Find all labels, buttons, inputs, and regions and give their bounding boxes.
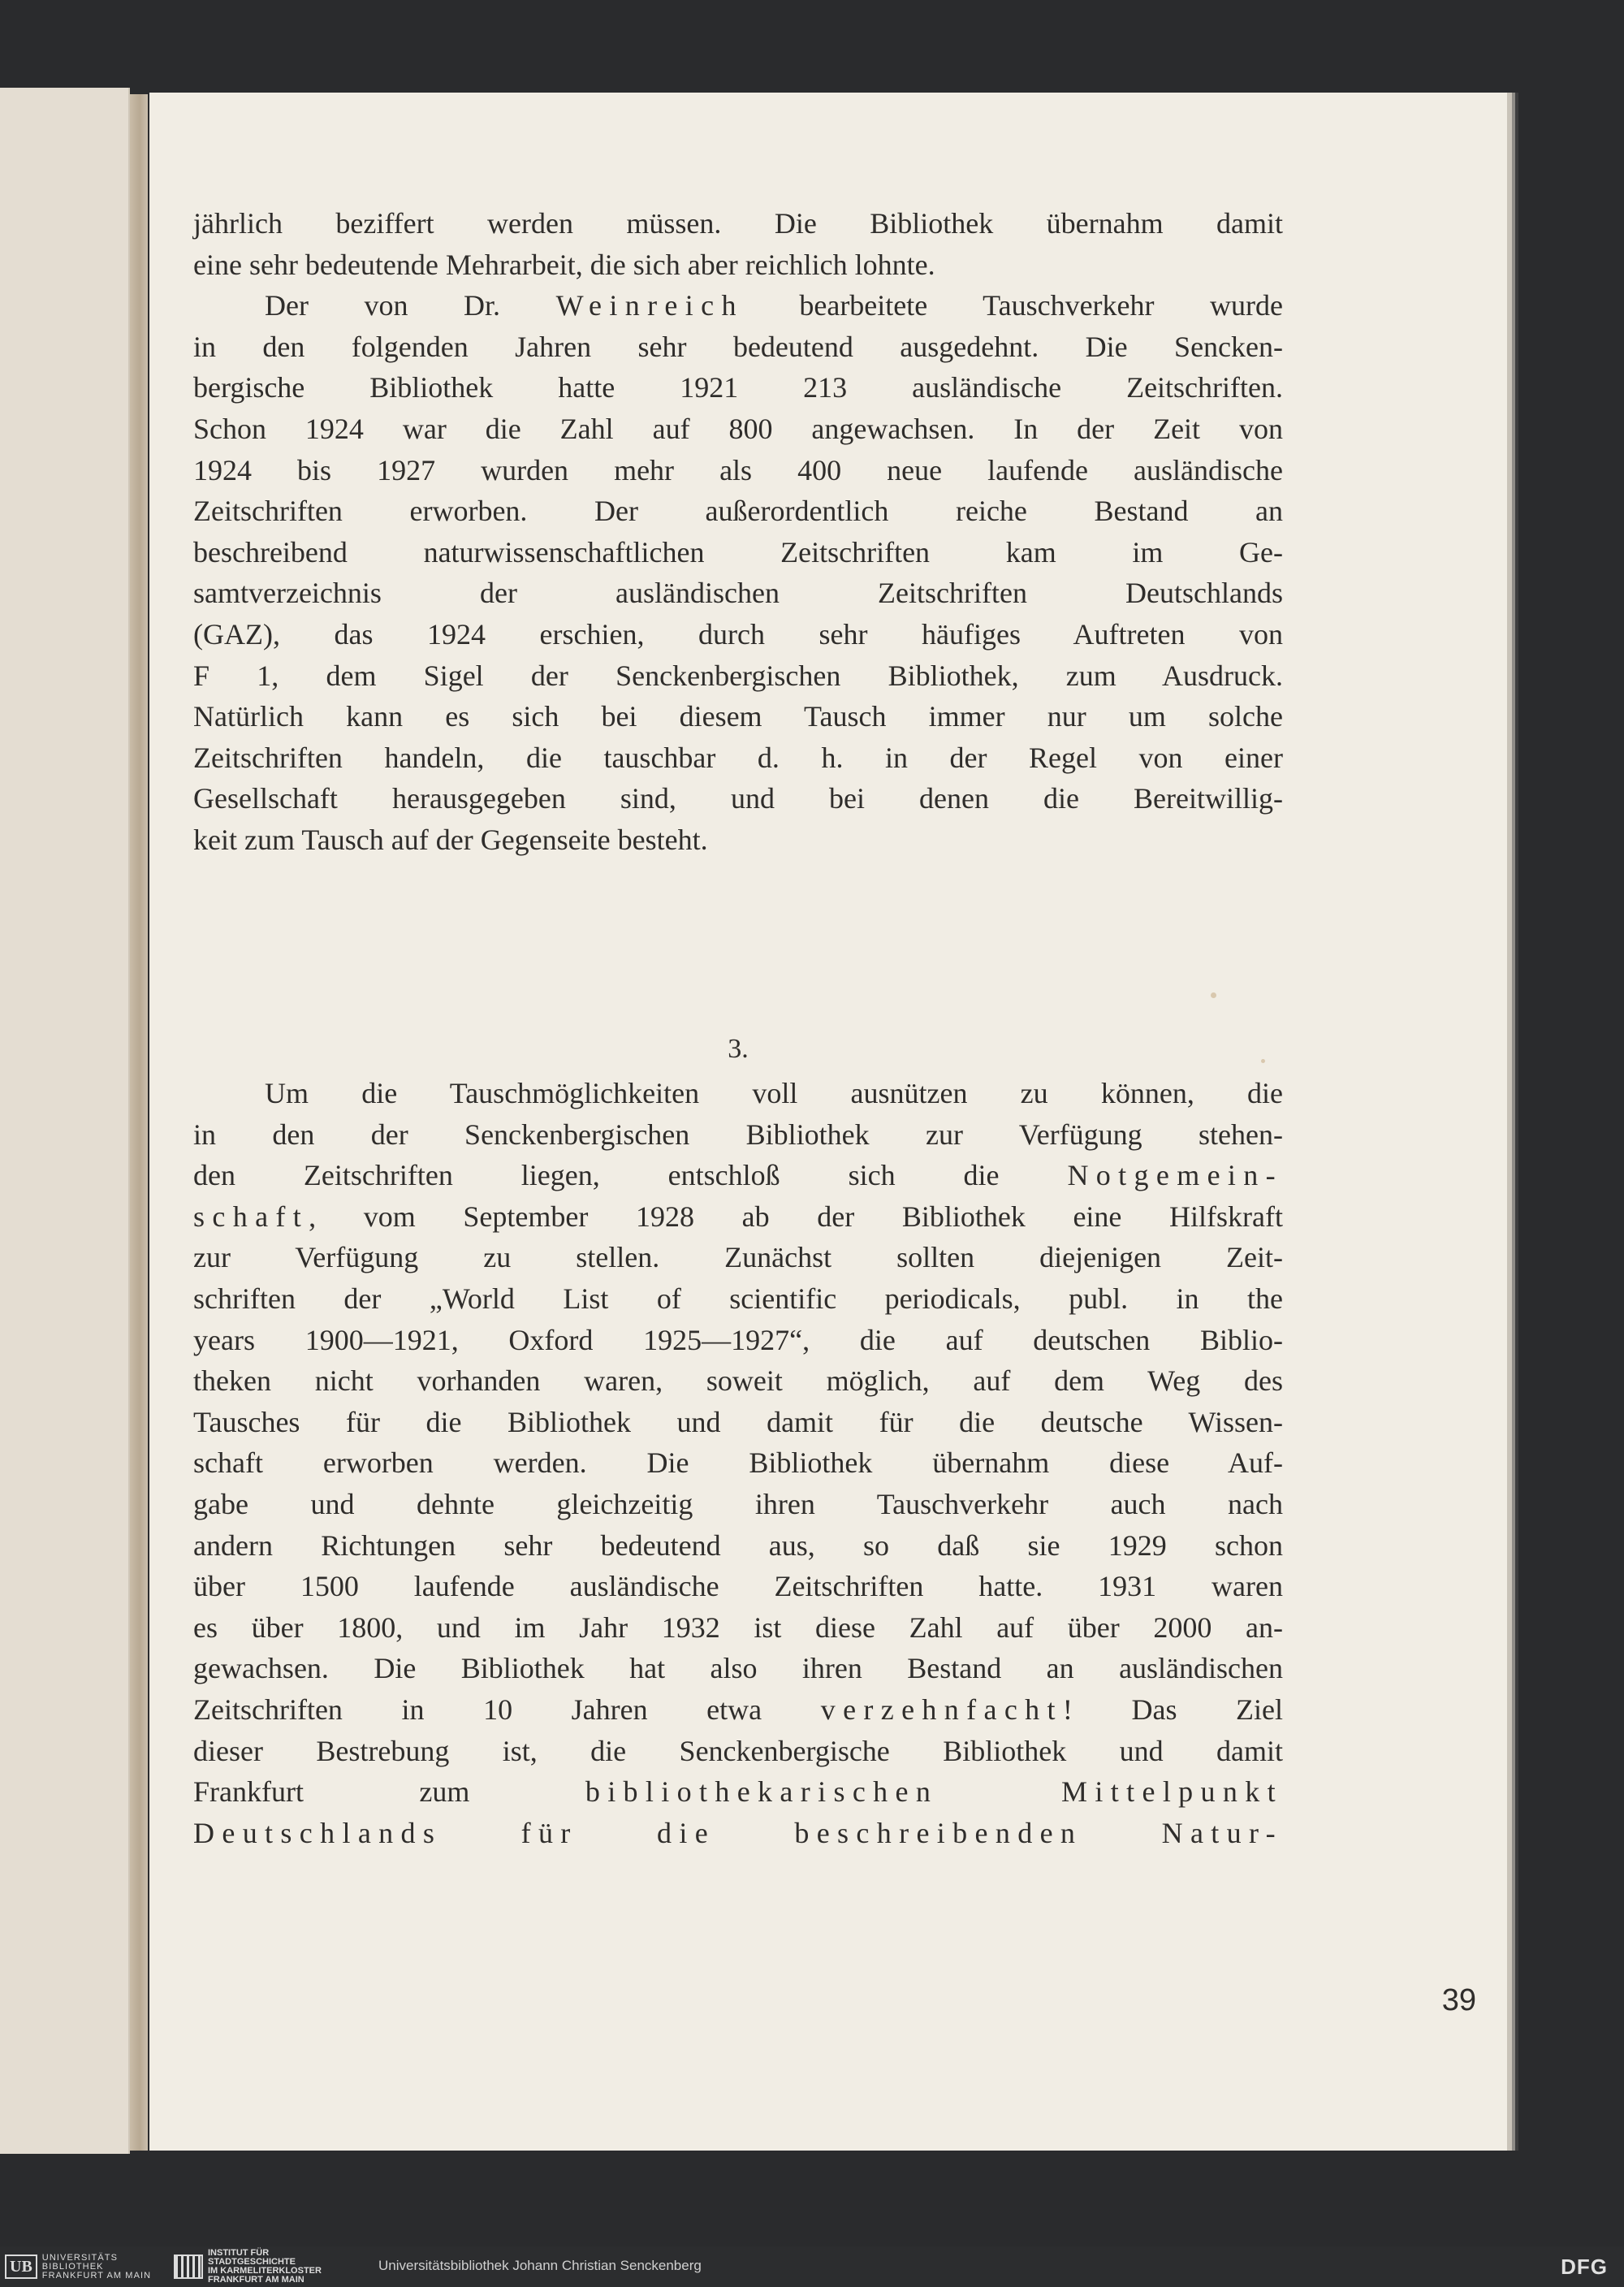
- page-number: 39: [1441, 1983, 1476, 2017]
- text-line: eine sehr bedeutende Mehrarbeit, die sich aber reichlich lohnte.: [193, 248, 935, 281]
- text-line: jährlich beziffert werden müssen. Die Bibliothek übernahm damit: [193, 207, 1283, 240]
- text-line: 1924 bis 1927 wurden mehr als 400 neue laufende ausländische: [193, 453, 1283, 486]
- institute-logo-line: INSTITUT FÜR: [208, 2248, 270, 2258]
- text-line: [193, 1196, 1283, 1238]
- text-line: schaft erworben werden. Die Bibliothek übernahm diese Auf-: [193, 1446, 1283, 1480]
- section-number: 3.: [728, 1034, 749, 1064]
- institute-logo-text: [208, 2249, 322, 2285]
- text-run: Frankfurt zum: [193, 1775, 585, 1809]
- previous-page-edge: [0, 88, 130, 2154]
- text-line: samtverzeichnis der ausländischen Zeitschriften Deutschlands: [193, 577, 1283, 610]
- ub-logo-mark: UB: [5, 2255, 37, 2279]
- spaced-name: Weinreich: [555, 289, 744, 322]
- text-line: schriften der „World List of scientific periodicals, publ. in the: [193, 1282, 1283, 1315]
- text-line: über 1500 laufende ausländische Zeitschriften hatte. 1931 waren: [193, 1570, 1283, 1603]
- paper-speck: [1211, 992, 1216, 998]
- text-line: [193, 1771, 1283, 1813]
- viewer-footer: [0, 2246, 1624, 2287]
- text-line: Natürlich kann es sich bei diesem Tausch immer nur um solche: [193, 700, 1283, 733]
- text-line: zur Verfügung zu stellen. Zunächst sollten diejenigen Zeit-: [193, 1241, 1283, 1274]
- text-run: bearbeitete Tauschverkehr wurde: [743, 289, 1283, 322]
- text-line: andern Richtungen sehr bedeutend aus, so daß sie 1929 schon: [193, 1528, 1283, 1562]
- text-line: in den folgenden Jahren sehr bedeutend ausgedehnt. Die Sencken-: [193, 330, 1283, 363]
- text-block-top: [193, 203, 1283, 861]
- text-line: gabe und dehnte gleichzeitig ihren Tauschverkehr auch nach: [193, 1487, 1283, 1520]
- spaced-phrase: bibliothekarischen Mittelpunkt: [585, 1775, 1283, 1809]
- text-run: den Zeitschriften liegen, entschloß sich die: [193, 1159, 1068, 1192]
- dfg-logo[interactable]: DFG: [1561, 2255, 1608, 2279]
- institute-logo-line: STADTGESCHICHTE: [208, 2257, 296, 2267]
- text-line: Deutschlands für die beschreibenden Natur-: [193, 1816, 1283, 1849]
- text-line: in den der Senckenbergischen Bibliothek zur Verfügung stehen-: [193, 1118, 1283, 1151]
- text-line: [193, 285, 1283, 326]
- text-line: beschreibend naturwissenschaftlichen Zeitschriften kam im Ge-: [193, 535, 1283, 569]
- text-line: [193, 1689, 1283, 1731]
- text-line: years 1900—1921, Oxford 1925—1927“, die auf deutschen Biblio-: [193, 1323, 1283, 1356]
- footer-caption[interactable]: Universitätsbibliothek Johann Christian Senckenberg: [378, 2258, 702, 2273]
- spaced-name: Notgemein-: [1067, 1159, 1283, 1192]
- book-spine: [130, 94, 148, 2151]
- text-line: Schon 1924 war die Zahl auf 800 angewachsen. In der Zeit von: [193, 412, 1283, 445]
- text-line: F 1, dem Sigel der Senckenbergischen Bibliothek, zum Ausdruck.: [193, 659, 1283, 692]
- ub-logo-text: [42, 2254, 151, 2281]
- institute-logo-line: IM KARMELITERKLOSTER: [208, 2266, 322, 2276]
- institute-logo[interactable]: [174, 2248, 322, 2285]
- text-line: bergische Bibliothek hatte 1921 213 ausländische Zeitschriften.: [193, 371, 1283, 404]
- text-run: Zeitschriften in 10 Jahren etwa: [193, 1693, 821, 1726]
- text-line: Zeitschriften handeln, die tauschbar d. h. in der Regel von einer: [193, 741, 1283, 774]
- text-block-bottom: [193, 1073, 1283, 1853]
- ub-logo-line: FRANKFURT AM MAIN: [41, 2270, 152, 2281]
- institute-logo-icon: [174, 2255, 203, 2279]
- institute-logo-line: FRANKFURT AM MAIN: [208, 2275, 304, 2285]
- text-line: theken nicht vorhanden waren, soweit möglich, auf dem Weg des: [193, 1364, 1283, 1398]
- text-line: gewachsen. Die Bibliothek hat also ihren Bestand an ausländischen: [193, 1652, 1283, 1685]
- text-run: Der von Dr.: [265, 289, 556, 322]
- ub-logo-line: UNIVERSITÄTS: [41, 2252, 119, 2263]
- spaced-word: verzehnfacht: [820, 1693, 1063, 1726]
- text-line: Um die Tauschmöglichkeiten voll ausnützen zu können, die: [265, 1077, 1283, 1109]
- spaced-name: schaft: [193, 1200, 309, 1233]
- text-line: dieser Bestrebung ist, die Senckenbergische Bibliothek und damit: [193, 1734, 1283, 1767]
- text-line: Gesellschaft herausgegeben sind, und bei denen die Bereitwillig-: [193, 782, 1283, 815]
- text-line: Zeitschriften erworben. Der außerordentlich reiche Bestand an: [193, 495, 1283, 528]
- text-line: es über 1800, und im Jahr 1932 ist diese Zahl auf über 2000 an-: [193, 1610, 1283, 1644]
- ub-logo-line: BIBLIOTHEK: [41, 2261, 104, 2272]
- text-line: [193, 1155, 1283, 1196]
- text-line: keit zum Tausch auf der Gegenseite besteht.: [193, 823, 708, 856]
- text-line: Tausches für die Bibliothek und damit für die deutsche Wissen-: [193, 1405, 1283, 1438]
- text-run: , vom September 1928 ab der Bibliothek eine Hilfskraft: [309, 1200, 1283, 1233]
- text-line: (GAZ), das 1924 erschien, durch sehr häufiges Auftreten von: [193, 617, 1283, 651]
- university-library-logo[interactable]: [5, 2253, 167, 2281]
- text-run: ! Das Ziel: [1062, 1693, 1283, 1726]
